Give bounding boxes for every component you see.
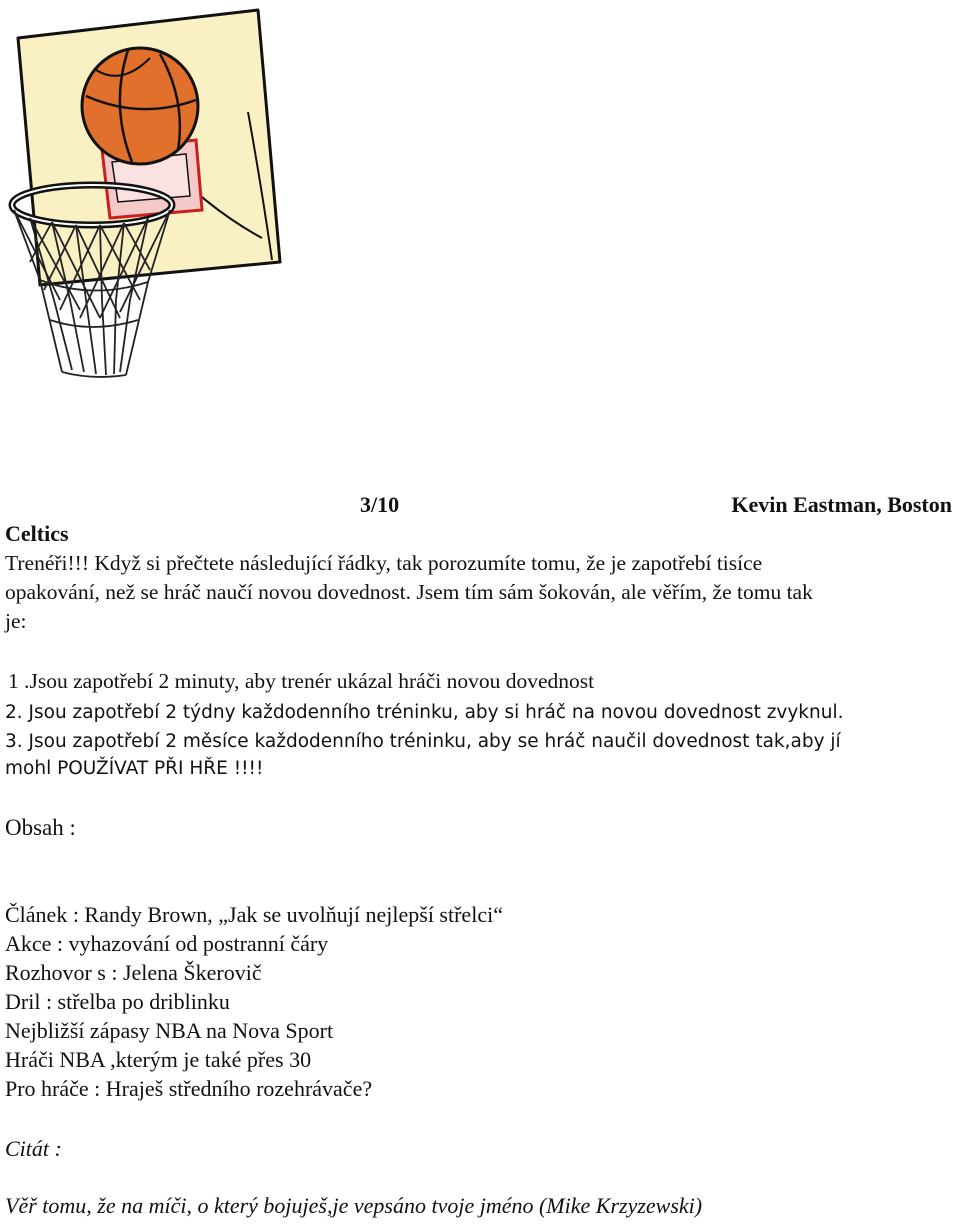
intro-line: opakování, než se hráč naučí novou dovednost. Jsem tím sám šokován, ale věřím, že tomu tak xyxy=(5,580,813,604)
basketball-hoop-illustration xyxy=(0,0,290,380)
issue-number: 3/10 xyxy=(360,492,400,517)
contents-heading: Obsah : xyxy=(5,815,76,840)
contents-item: Hráči NBA ,kterým je také přes 30 xyxy=(5,1047,312,1072)
contents-item: Pro hráče : Hraješ středního rozehrávače? xyxy=(5,1076,373,1101)
point-2: 2. Jsou zapotřebí 2 týdny každodenního tréninku, aby si hráč na novou dovednost zvyknul. xyxy=(5,702,844,723)
contents-item: Rozhovor s : Jelena Škerovič xyxy=(5,960,262,985)
basketball-icon xyxy=(82,48,198,164)
contents-item: Článek : Randy Brown, „Jak se uvolňují nejlepší střelci“ xyxy=(5,902,503,927)
point-3: 3. Jsou zapotřebí 2 měsíce každodenního tréninku, aby se hráč naučil dovednost tak,aby jí xyxy=(5,731,841,752)
quote-heading: Citát : xyxy=(5,1136,62,1161)
point-3-continued: mohl POUŽÍVAT PŘI HŘE !!!! xyxy=(5,758,264,779)
contents-item: Dril : střelba po driblinku xyxy=(5,989,230,1014)
contents-item: Nejbližší zápasy NBA na Nova Sport xyxy=(5,1018,334,1043)
quote-text: Věř tomu, že na míči, o který bojuješ,je vepsáno tvoje jméno (Mike Krzyzewski) xyxy=(5,1193,703,1218)
intro-line: je: xyxy=(5,609,27,633)
intro-line: Trenéři!!! Když si přečtete následující řádky, tak porozumíte tomu, že je zapotřebí tisíce xyxy=(5,551,763,575)
contents-item: Akce : vyhazování od postranní čáry xyxy=(5,931,329,956)
point-1: 1 .Jsou zapotřebí 2 minuty, aby trenér ukázal hráči novou dovednost xyxy=(8,669,595,693)
author-line-continued: Celtics xyxy=(5,521,69,546)
author-line: Kevin Eastman, Boston xyxy=(731,492,952,517)
